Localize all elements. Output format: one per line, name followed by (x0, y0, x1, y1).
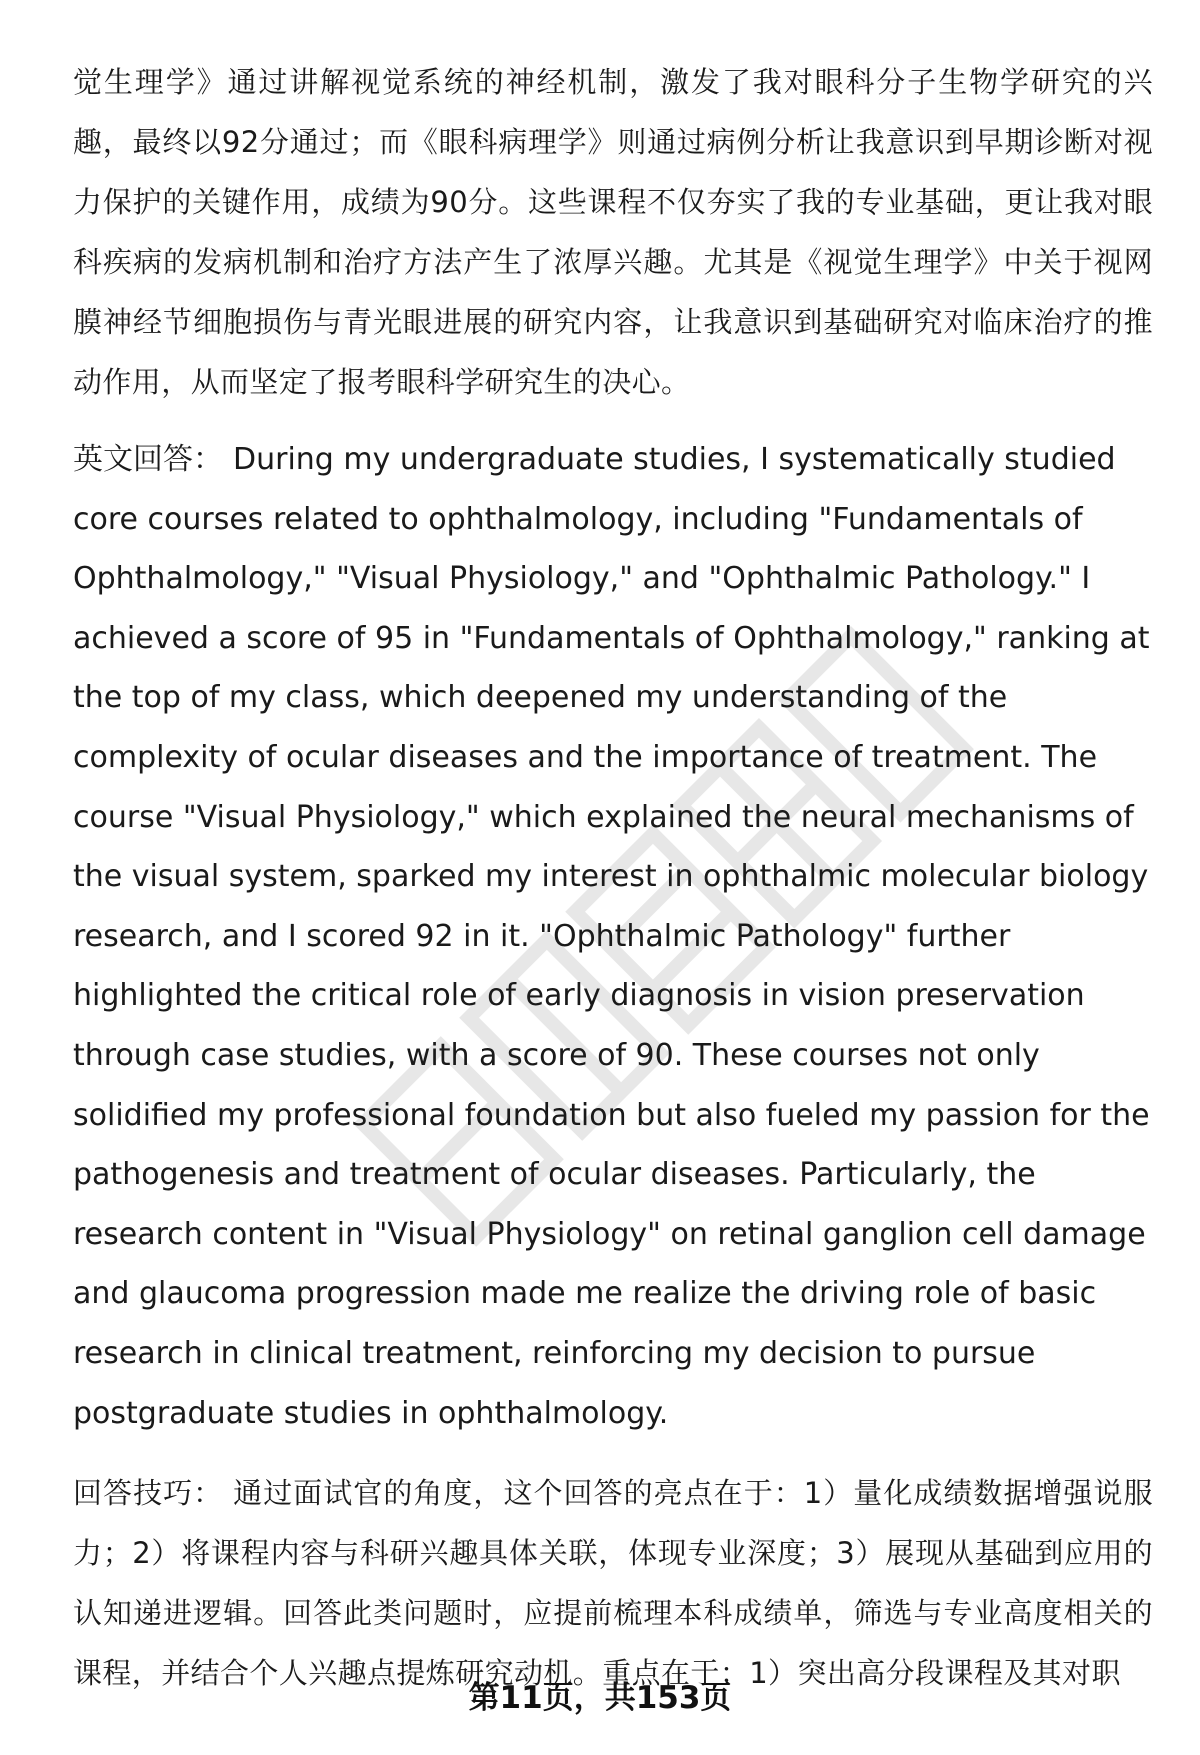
english-answer-paragraph (73, 430, 1153, 1443)
document-page (73, 52, 1153, 1703)
answer-tips-paragraph (73, 1463, 1153, 1703)
chinese-answer-continuation: 觉生理学》通过讲解视觉系统的神经机制，激发了我对眼科分子生物学研究的兴趣，最终以92分通过；而《眼科病理学》则通过病例分析让我意识到早期诊断对视力保护的关键作用，成绩为90分。这些课程不仅夯实了我的专业基础，更让我对眼科疾病的发病机制和治疗方法产生了浓厚兴趣。尤其是《视觉生理学》中关于视网膜神经节细胞损伤与青光眼进展的研究内容，让我意识到基础研究对临床治疗的推动作用，从而坚定了报考眼科学研究生的决心。 (73, 65, 1153, 399)
answer-tips-label: 回答技巧： (73, 1476, 224, 1511)
english-answer-label: 英文回答： (73, 442, 223, 477)
answer-tips-text: 通过面试官的角度，这个回答的亮点在于：1）量化成绩数据增强说服力；2）将课程内容与科研兴趣具体关联，体现专业深度；3）展现从基础到应用的认知递进逻辑。回答此类问题时，应提前梳理本科成绩单，筛选与专业高度相关的课程，并结合个人兴趣点提炼研究动机。重点在于：1）突出高分段课程及其对职 (73, 1476, 1153, 1691)
page-number: 第11页，共153页 (468, 1680, 732, 1716)
english-answer-text: During my undergraduate studies, I systematically studied core courses related to ophthalmology, including "Fundamentals of Ophthalmology," "Visual Physiology," and "Ophthalmic Pathology." I achieved a score of 95 in "Fundamentals of Ophthalmology," ranking at the top of my class, which deepened my understanding of the complexity of ocular diseases and the importance of treatment. The course "Visual Physiology," which explained the neural mechanisms of the visual system, sparked my interest in ophthalmic molecular biology research, and I scored 92 in it. "Ophthalmic Pathology" further highlighted the critical role of early diagnosis in vision preservation through case studies, with a score of 90. These courses not only solidified my professional foundation but also fueled my passion for the pathogenesis and treatment of ocular diseases. Particularly, the research content in "Visual Physiology" on retinal ganglion cell damage and glaucoma progression made me realize the driving role of basic research in clinical treatment, reinforcing my decision to pursue postgraduate studies in ophthalmology. (73, 442, 1150, 1431)
